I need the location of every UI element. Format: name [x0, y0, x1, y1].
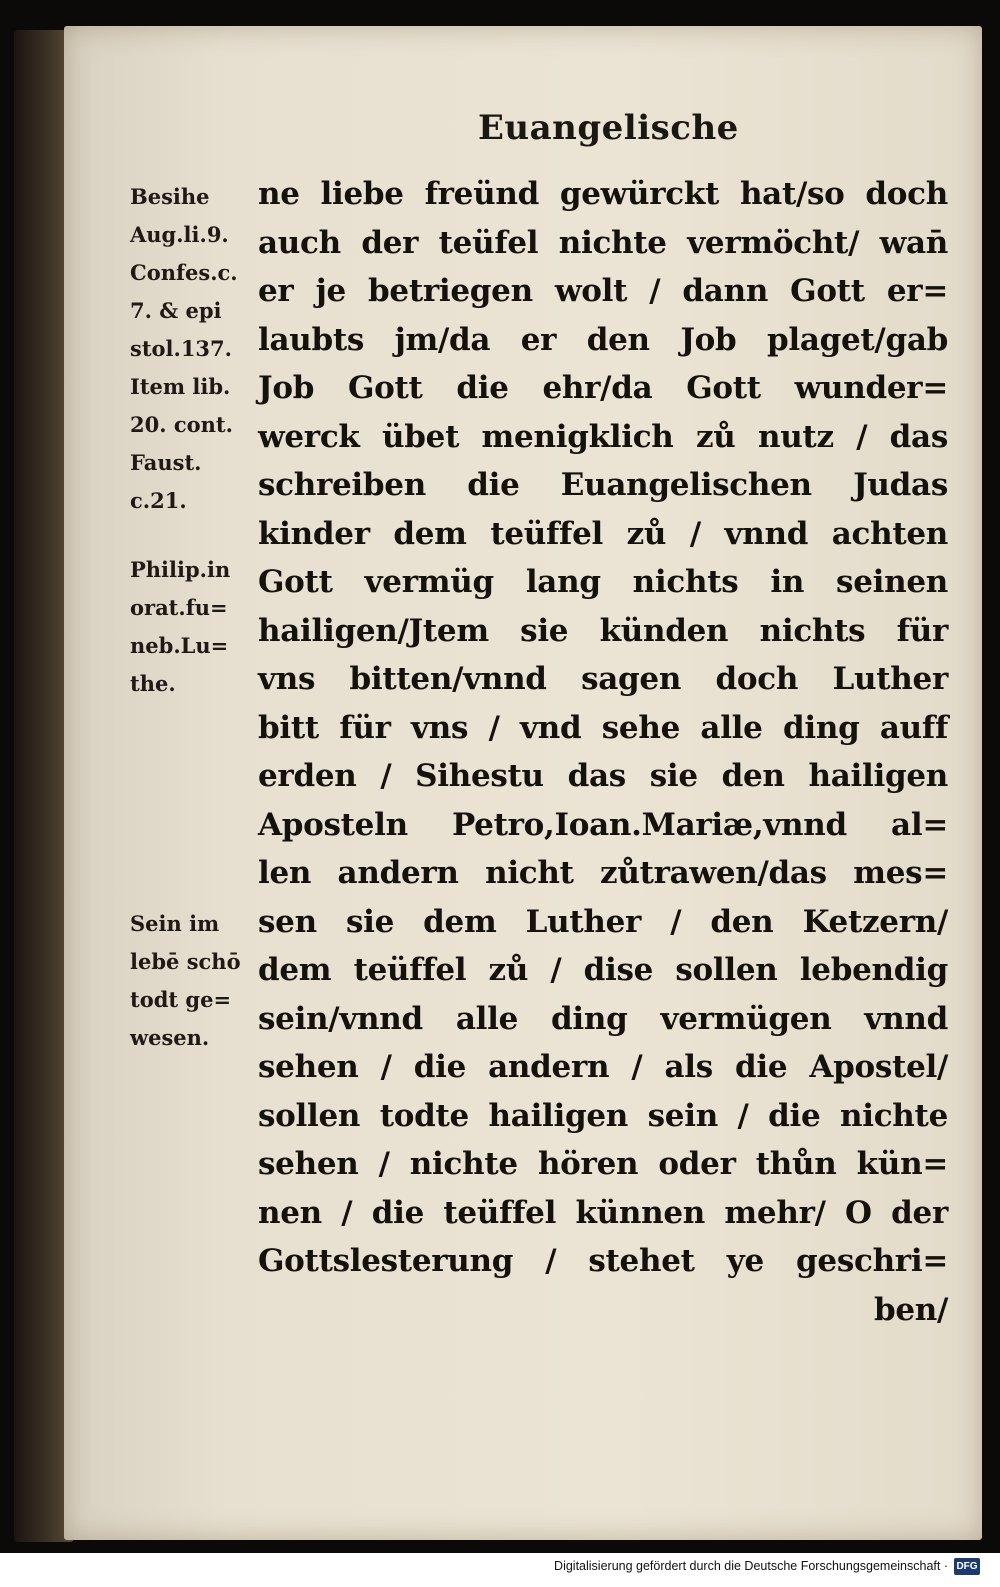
marginal-note-line: lebē schō	[130, 949, 241, 974]
text-line: len andern nicht zůtrawen/das mes=	[258, 855, 948, 891]
marginal-note-line: the.	[130, 671, 176, 696]
text-line: ne liebe freünd gewürckt hat/so doch	[258, 176, 948, 212]
text-line: erden / Sihestu das sie den hailigen	[258, 758, 948, 794]
text-line: Aposteln Petro,Ioan.Mariæ,vnnd al=	[258, 806, 948, 843]
dfg-logo-icon: DFG	[954, 1558, 980, 1575]
marginal-spacer	[130, 520, 258, 551]
text-line: Gottslesterung / stehet ye geschri=	[258, 1243, 948, 1279]
running-head: Euangelische	[478, 108, 739, 148]
text-line: bitt für vns / vnd sehe alle ding auff	[258, 709, 948, 746]
marginal-note-line: wesen.	[130, 1025, 210, 1050]
text-line: sollen todte hailigen sein / die nichte	[258, 1097, 948, 1134]
marginal-note-line: Item lib.	[130, 374, 231, 399]
text-line: nen / die teüffel künnen mehr/ O der	[258, 1194, 948, 1231]
marginal-notes	[130, 178, 258, 1057]
marginal-note-line: Sein im	[130, 911, 220, 936]
marginal-note-line: Faust.	[130, 450, 202, 475]
text-line: werck übet menigklich zů nutz / das	[258, 418, 948, 455]
marginal-note-line: Philip.in	[130, 557, 231, 582]
text-line: schreiben die Euangelischen Judas	[258, 467, 948, 503]
marginal-note-line: Aug.li.9.	[130, 222, 229, 247]
marginal-note-3	[130, 905, 258, 1057]
catchword: ben/	[873, 1291, 948, 1328]
marginal-note-line: c.21.	[130, 488, 187, 513]
text-line: sen sie dem Luther / den Ketzern/	[258, 903, 948, 940]
marginal-spacer	[130, 703, 258, 905]
digitization-footer	[0, 1553, 1000, 1587]
text-line: vns bitten/vnnd sagen doch Luther	[258, 661, 948, 697]
marginal-note-line: orat.fu=	[130, 595, 228, 620]
text-line: auch der teüfel nichte vermöcht/ wan̄	[258, 224, 948, 261]
text-line: kinder dem teüffel zů / vnnd achten	[258, 515, 948, 552]
text-line: sehen / die andern / als die Apostel/	[258, 1049, 948, 1085]
marginal-note-line: stol.137.	[130, 336, 232, 361]
marginal-note-line: todt ge=	[130, 987, 232, 1012]
text-line: sehen / nichte hören oder thůn kün=	[258, 1146, 948, 1182]
text-line: Gott vermüg lang nichts in seinen	[258, 564, 948, 600]
text-line: er je betriegen wolt / dann Gott er=	[258, 273, 948, 309]
marginal-note-line: 7. & epi	[130, 298, 222, 323]
marginal-note-1	[130, 178, 258, 520]
marginal-note-line: Confes.c.	[130, 260, 238, 285]
body-text	[258, 170, 948, 1334]
marginal-note-line: 20. cont.	[130, 412, 233, 437]
text-line: dem teüffel zů / dise sollen lebendig	[258, 952, 948, 988]
marginal-note-2	[130, 551, 258, 703]
text-line: Job Gott die ehr/da Gott wunder=	[258, 370, 948, 406]
text-line: laubts jm/da er den Job plaget/gab	[258, 321, 948, 358]
funding-credit: Digitalisierung gefördert durch die Deutsche Forschungsgemeinschaft ·	[554, 1559, 948, 1573]
text-line: sein/vnnd alle ding vermügen vnnd	[258, 1000, 948, 1037]
marginal-note-line: neb.Lu=	[130, 633, 229, 658]
text-line: hailigen/Jtem sie künden nichts für	[258, 612, 948, 649]
marginal-note-line: Besihe	[130, 184, 210, 209]
